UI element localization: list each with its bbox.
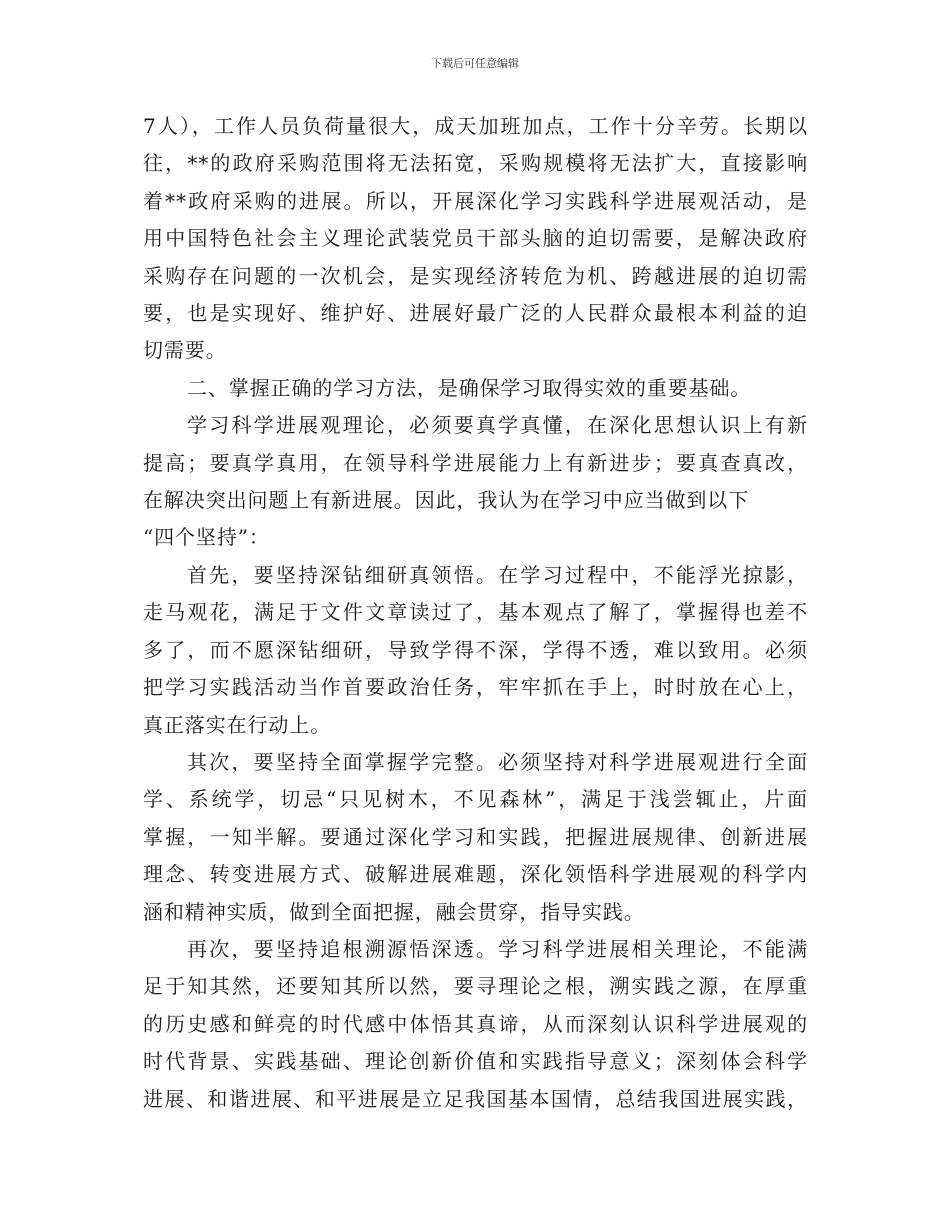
text-line: 时代背景、实践基础、理论创新价值和实践指导意义；深刻体会科学 [143,1049,808,1074]
text-line: 要，也是实现好、维护好、进展好最广泛的人民群众最根本利益的迫 [143,301,808,326]
text-line: 走马观花，满足于文件文章读过了，基本观点了解了，掌握得也差不 [143,600,808,625]
text-line: 的历史感和鲜亮的时代感中体悟其真谛，从而深刻认识科学进展观的 [143,1011,808,1036]
text-line: 真正落实在行动上。 [143,712,332,737]
document-body [143,108,808,1118]
text-line: 首先，要坚持深钻细研真领悟。在学习过程中，不能浮光掠影， [187,562,808,587]
text-line: 学习科学进展观理论，必须要真学真懂，在深化思想认识上有新 [187,413,808,438]
text-line: 提高；要真学真用，在领导科学进展能力上有新进步；要真查真改， [143,450,808,475]
text-line: 把学习实践活动当作首要政治任务，牢牢抓在手上，时时放在心上， [143,675,808,700]
text-line: 着**政府采购的进展。所以，开展深化学习实践科学进展观活动，是 [143,188,808,213]
text-line: 足于知其然，还要知其所以然，要寻理论之根，溯实践之源，在厚重 [143,974,808,999]
text-line: 掌握，一知半解。要通过深化学习和实践，把握进展规律、创新进展 [143,824,808,849]
text-line: 在解决突出问题上有新进展。因此，我认为在学习中应当做到以下 [143,488,750,513]
text-line: 7人），工作人员负荷量很大，成天加班加点，工作十分辛劳。长期以 [143,114,808,138]
text-line: 理念、转变进展方式、破解进展难题，深化领悟科学进展观的科学内 [143,862,808,887]
text-line: 往，**的政府采购范围将无法拓宽，采购规模将无法扩大，直接影响 [143,151,808,176]
text-line: 再次，要坚持追根溯源悟深透。学习科学进展相关理论，不能满 [187,936,808,961]
text-line: 其次，要坚持全面掌握学完整。必须坚持对科学进展观进行全面 [187,749,808,774]
text-line: 涵和精神实质，做到全面把握，融会贯穿，指导实践。 [143,899,645,924]
text-line: 学、系统学，切忌“只见树木，不见森林”，满足于浅尝辄止，片面 [143,787,808,812]
text-line: “四个坚持”： [143,525,270,550]
text-line: 采购存在问题的一次机会，是实现经济转危为机、跨越进展的迫切需 [143,263,808,288]
text-line: 用中国特色社会主义理论武装党员干部头脑的迫切需要，是解决政府 [143,226,808,251]
text-line: 切需要。 [143,338,227,363]
page-header: 下载后可任意编辑 [431,57,519,70]
text-line: 进展、和谐进展、和平进展是立足我国基本国情，总结我国进展实践， [143,1086,808,1111]
text-line: 二、掌握正确的学习方法，是确保学习取得实效的重要基础。 [187,375,752,400]
text-line: 多了，而不愿深钻细研，导致学得不深，学得不透，难以致用。必须 [143,637,808,662]
